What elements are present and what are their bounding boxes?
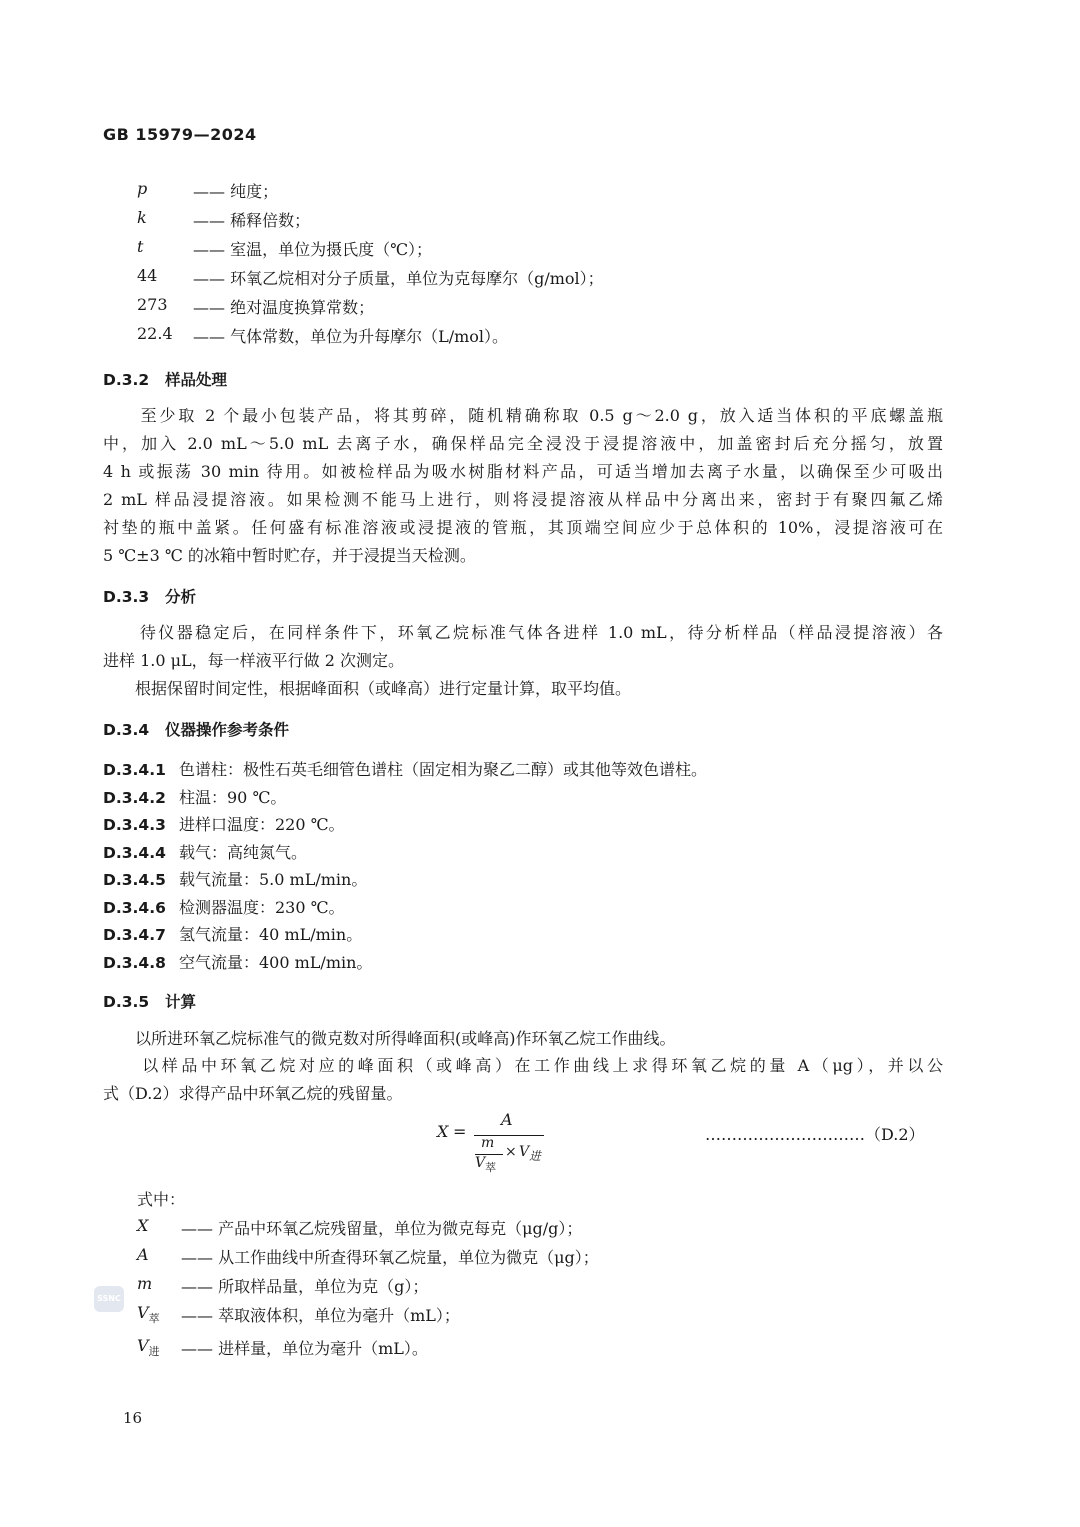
subclause-text: 空气流量：400 mL/min。 [179, 953, 373, 972]
subclause-text: 柱温：90 ℃。 [179, 788, 287, 807]
formula-d2 [437, 1110, 557, 1180]
standard-code: GB 15979—2024 [103, 125, 257, 144]
formula-v-in: $V_进$ [519, 1144, 541, 1163]
section-title: 仪器操作参考条件 [165, 721, 290, 739]
variable-symbol: $V_萃$ [137, 1303, 160, 1326]
variable-symbol: 273 [137, 295, 168, 314]
paragraph-line: 根据保留时间定性，根据峰面积（或峰高）进行定量计算，取平均值。 [103, 679, 632, 698]
section-heading-d34 [103, 718, 289, 740]
subclause-text: 检测器温度：230 ℃。 [179, 898, 345, 917]
paragraph-line: 以样品中环氧乙烷对应的峰面积（或峰高）在工作曲线上求得环氧乙烷的量 A（μg），并以公 [103, 1056, 943, 1075]
variable-desc: —— 稀释倍数； [193, 211, 311, 230]
subclause-text: 进样口温度：220 ℃。 [179, 815, 345, 834]
section-number: D.3.4 [103, 721, 150, 739]
subclause-text: 氢气流量：40 mL/min。 [179, 925, 363, 944]
formula-inner-denominator: $V_萃$ [475, 1155, 497, 1174]
paragraph-line: 5 ℃±3 ℃ 的冰箱中暂时贮存，并于浸提当天检测。 [103, 546, 476, 565]
variable-symbol: $V_进$ [137, 1336, 160, 1359]
section-number: D.3.3 [103, 588, 150, 606]
page-number: 16 [123, 1409, 143, 1427]
variable-desc: —— 所取样品量，单位为克（g）； [181, 1277, 429, 1296]
variable-desc: —— 气体常数，单位为升每摩尔（L/mol）。 [193, 327, 509, 346]
subclause [103, 812, 345, 835]
paragraph-line: 4 h 或振荡 30 min 待用。如被检样品为吸水树脂材料产品，可适当增加去离子水量，以确保至少可吸出 [103, 462, 943, 481]
variable-symbol: 44 [137, 266, 158, 285]
variable-desc: —— 室温，单位为摄氏度（℃）； [193, 240, 432, 259]
variable-desc: —— 进样量，单位为毫升（mL）。 [181, 1339, 428, 1358]
subclause [103, 757, 707, 780]
variable-desc: —— 绝对温度换算常数； [193, 298, 375, 317]
paragraph-d35 [103, 1052, 943, 1108]
variable-desc: —— 纯度； [193, 182, 279, 201]
variable-symbol: X [137, 1216, 149, 1235]
subclause-number: D.3.4.5 [103, 871, 166, 889]
variable-desc: —— 从工作曲线中所查得环氧乙烷量，单位为微克（μg）； [181, 1248, 599, 1267]
formula-times: × [505, 1144, 517, 1160]
variable-symbol: t [137, 237, 144, 256]
paragraph-line: 以所进环氧乙烷标准气的微克数对所得峰面积(或峰高)作环氧乙烷工作曲线。 [103, 1029, 676, 1048]
variable-symbol: m [137, 1274, 153, 1293]
subclause-number: D.3.4.1 [103, 761, 166, 779]
section-title: 计算 [165, 993, 197, 1011]
where-label: 式中： [137, 1190, 186, 1209]
equation-number: …………………………（D.2） [705, 1125, 925, 1144]
subclause-number: D.3.4.6 [103, 899, 166, 917]
variable-desc: —— 环氧乙烷相对分子质量，单位为克每摩尔（g/mol）； [193, 269, 604, 288]
variable-desc: —— 产品中环氧乙烷残留量，单位为微克每克（μg/g）； [181, 1219, 583, 1238]
subclause-text: 色谱柱：极性石英毛细管色谱柱（固定相为聚乙二醇）或其他等效色谱柱。 [179, 760, 708, 779]
formula-numerator: A [501, 1110, 513, 1129]
watermark-logo: SSNC [94, 1286, 124, 1312]
section-number: D.3.2 [103, 371, 150, 389]
formula-lhs: X [437, 1122, 449, 1141]
subclause-text: 载气：高纯氮气。 [179, 843, 308, 862]
paragraph-line: 2 mL 样品浸提溶液。如果检测不能马上进行，则将浸提溶液从样品中分离出来，密封于有聚四氟乙烯 [103, 490, 943, 509]
paragraph-line: 至少取 2 个最小包装产品，将其剪碎，随机精确称取 0.5 g～2.0 g，放入适当体积的平底螺盖瓶 [103, 406, 943, 425]
paragraph-line: 式（D.2）求得产品中环氧乙烷的残留量。 [103, 1084, 403, 1103]
variable-symbol: A [137, 1245, 149, 1264]
section-title: 样品处理 [165, 371, 228, 389]
subclause-number: D.3.4.7 [103, 926, 166, 944]
paragraph-line: 待仪器稳定后，在同样条件下，环氧乙烷标准气体各进样 1.0 mL，待分析样品（样品浸提溶液）各 [103, 623, 943, 642]
paragraph-d32 [103, 402, 943, 570]
subclause [103, 922, 362, 945]
paragraph-d33 [103, 619, 943, 703]
subclause [103, 785, 286, 808]
subclause-text: 载气流量：5.0 mL/min。 [179, 870, 368, 889]
paragraph-line: 衬垫的瓶中盖紧。任何盛有标准溶液或浸提液的管瓶，其顶端空间应少于总体积的 10%，浸提溶液可在 [103, 518, 943, 537]
section-heading-d32 [103, 368, 227, 390]
subclause-number: D.3.4.2 [103, 789, 166, 807]
subclause-number: D.3.4.4 [103, 844, 166, 862]
subclause-number: D.3.4.3 [103, 816, 166, 834]
paragraph-line: 中，加入 2.0 mL～5.0 mL 去离子水，确保样品完全浸没于浸提溶液中，加盖密封后充分摇匀，放置 [103, 434, 943, 453]
variable-symbol: 22.4 [137, 324, 173, 343]
paragraph-line: 进样 1.0 μL，每一样液平行做 2 次测定。 [103, 651, 404, 670]
section-heading-d35 [103, 990, 196, 1012]
section-number: D.3.5 [103, 993, 150, 1011]
subclause [103, 950, 372, 973]
variable-symbol: p [137, 179, 148, 198]
subclause [103, 895, 345, 918]
formula-inner-numerator: m [481, 1135, 495, 1151]
subclause-number: D.3.4.8 [103, 954, 166, 972]
subclause [103, 840, 307, 863]
section-heading-d33 [103, 585, 196, 607]
section-title: 分析 [165, 588, 197, 606]
subclause [103, 867, 367, 890]
variable-desc: —— 萃取液体积，单位为毫升（mL）； [181, 1306, 460, 1325]
formula-equals: = [453, 1122, 467, 1141]
variable-symbol: k [137, 208, 147, 227]
